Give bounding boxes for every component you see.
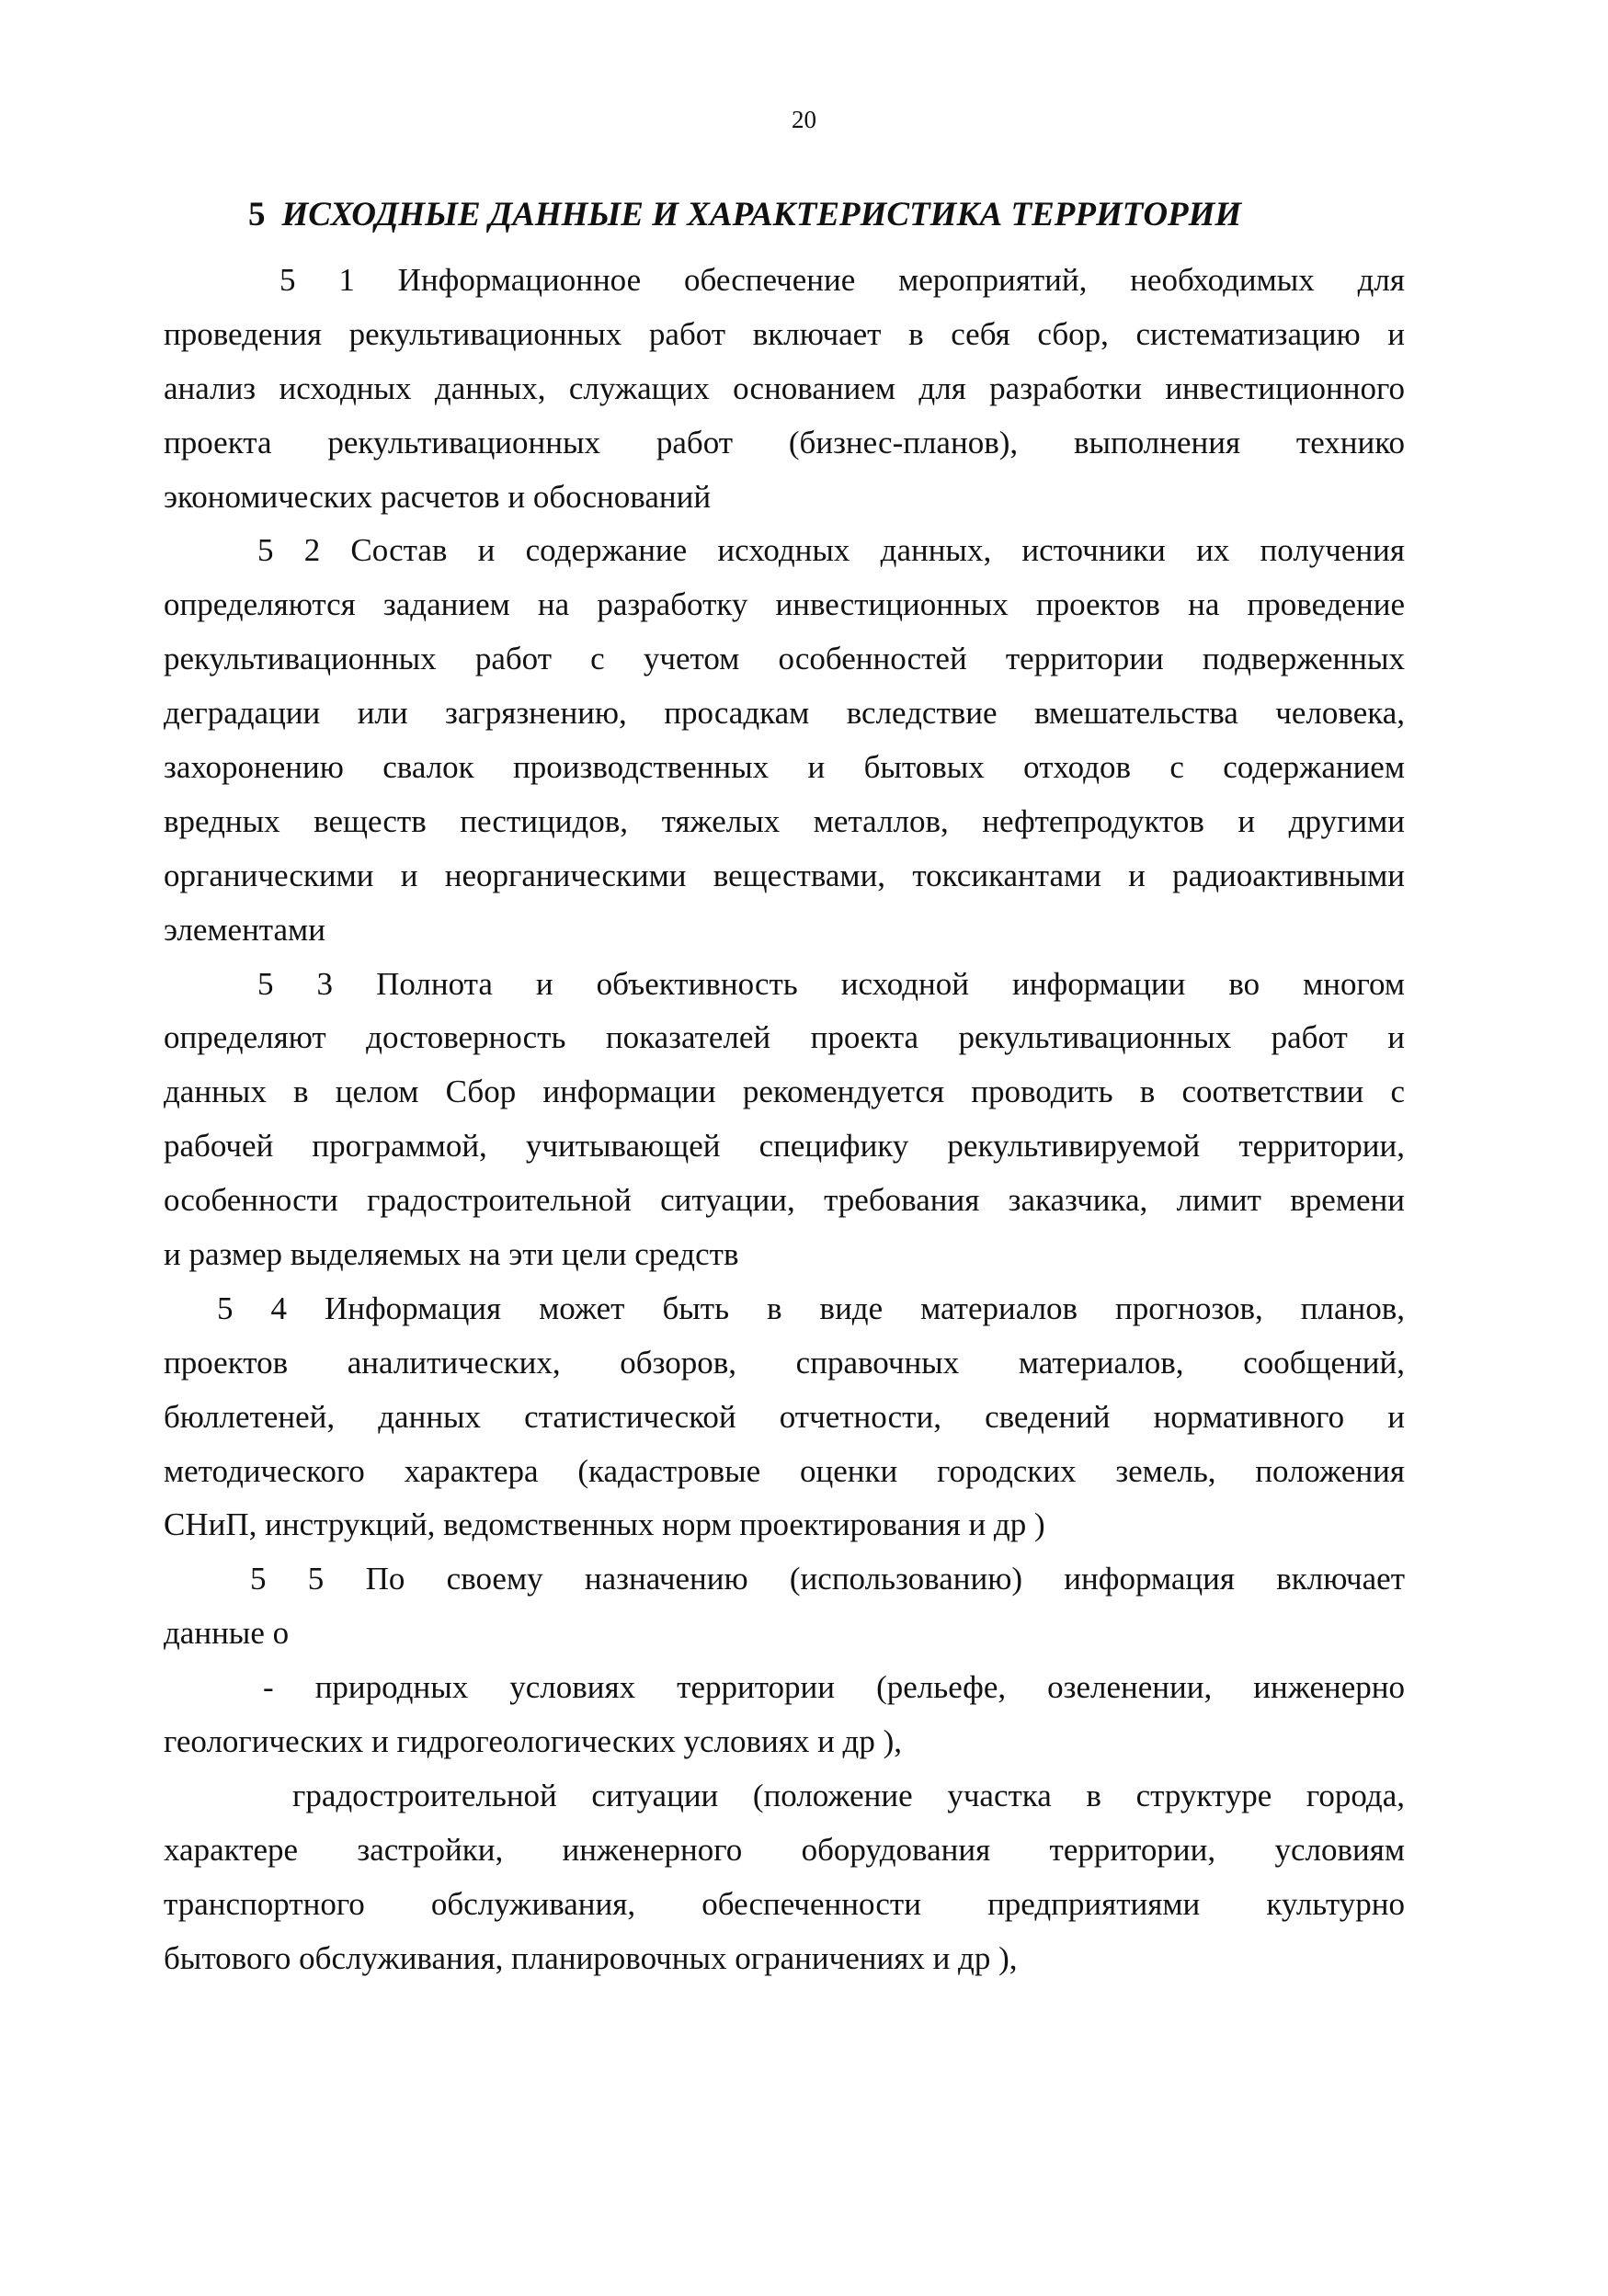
section-number: 5 (248, 196, 266, 233)
text-line: органическими и неорганическими веществами, токсикантами и радиоактивными (164, 857, 1405, 893)
page-number: 20 (792, 106, 816, 133)
text-line: 5 1 Информационное обеспечение мероприятий, необходимых для (279, 262, 1405, 298)
text-line: элементами (164, 911, 325, 948)
text-line: анализ исходных данных, служащих основанием для разработки инвестиционного (164, 369, 1405, 406)
text-line: - природных условиях территории (рельефе, озеленении, инженерно (263, 1669, 1405, 1706)
text-line: вредных веществ пестицидов, тяжелых металлов, нефтепродуктов и другими (164, 802, 1405, 839)
text-line: определяют достоверность показателей проекта рекультивационных работ и (164, 1019, 1405, 1056)
text-line: геологических и гидрогеологических условиях и др ), (164, 1723, 903, 1760)
paragraph-5-5 (164, 1552, 1405, 1661)
text-line: проведения рекультивационных работ включает в себя сбор, систематизацию и (164, 315, 1405, 352)
text-line: методического характера (кадастровые оценки городских земель, положения (164, 1452, 1405, 1489)
body-text (164, 254, 1405, 1986)
text-line: СНиП, инструкций, ведомственных норм проектирования и др ) (164, 1506, 1045, 1543)
list-item-urban-planning (164, 1769, 1405, 1986)
text-line: захоронению свалок производственных и бытовых отходов с содержанием (164, 749, 1405, 786)
text-line: 5 5 По своему назначению (использованию) информация включает (250, 1561, 1405, 1597)
paragraph-5-1 (164, 254, 1405, 524)
text-line: бытового обслуживания, планировочных ограничениях и др ), (164, 1939, 1018, 1976)
list-item-natural-conditions (164, 1661, 1405, 1769)
text-line: экономических расчетов и обоснований (164, 478, 712, 515)
text-line: и размер выделяемых на эти цели средств (164, 1236, 739, 1273)
text-line: 5 2 Состав и содержание исходных данных, источники их получения (257, 532, 1405, 569)
text-line: бюллетеней, данных статистической отчетности, сведений нормативного и (164, 1398, 1405, 1435)
text-line: деградации или загрязнению, просадкам вследствие вмешательства человека, (164, 695, 1405, 732)
paragraph-5-3 (164, 958, 1405, 1282)
text-line: градостроительной ситуации (положение участка в структуре города, (292, 1777, 1405, 1813)
text-line: транспортного обслуживания, обеспеченности предприятиями культурно (164, 1885, 1405, 1922)
text-line: 5 4 Информация может быть в виде материалов прогнозов, планов, (217, 1290, 1405, 1326)
text-line: характере застройки, инженерного оборудования территории, условиям (164, 1831, 1405, 1868)
text-line: особенности градостроительной ситуации, требования заказчика, лимит времени (164, 1182, 1405, 1219)
text-line: данных в целом Сбор информации рекомендуется проводить в соответствии с (164, 1074, 1405, 1110)
text-line: рекультивационных работ с учетом особенностей территории подверженных (164, 641, 1405, 677)
text-line: рабочей программой, учитывающей специфику рекультивируемой территории, (164, 1128, 1405, 1165)
text-line: определяются заданием на разработку инвестиционных проектов на проведение (164, 586, 1405, 623)
text-line: 5 3 Полнота и объективность исходной информации во многом (257, 965, 1405, 1002)
section-heading (248, 189, 1333, 241)
text-line: проектов аналитических, обзоров, справочных материалов, сообщений, (164, 1344, 1405, 1381)
paragraph-5-2 (164, 524, 1405, 957)
text-line: проекта рекультивационных работ (бизнес-планов), выполнения технико (164, 424, 1405, 460)
section-title: ИСХОДНЫЕ ДАННЫЕ И ХАРАКТЕРИСТИКА ТЕРРИТОРИИ (281, 196, 1242, 233)
text-line: данные о (164, 1615, 290, 1652)
paragraph-5-4 (164, 1282, 1405, 1552)
